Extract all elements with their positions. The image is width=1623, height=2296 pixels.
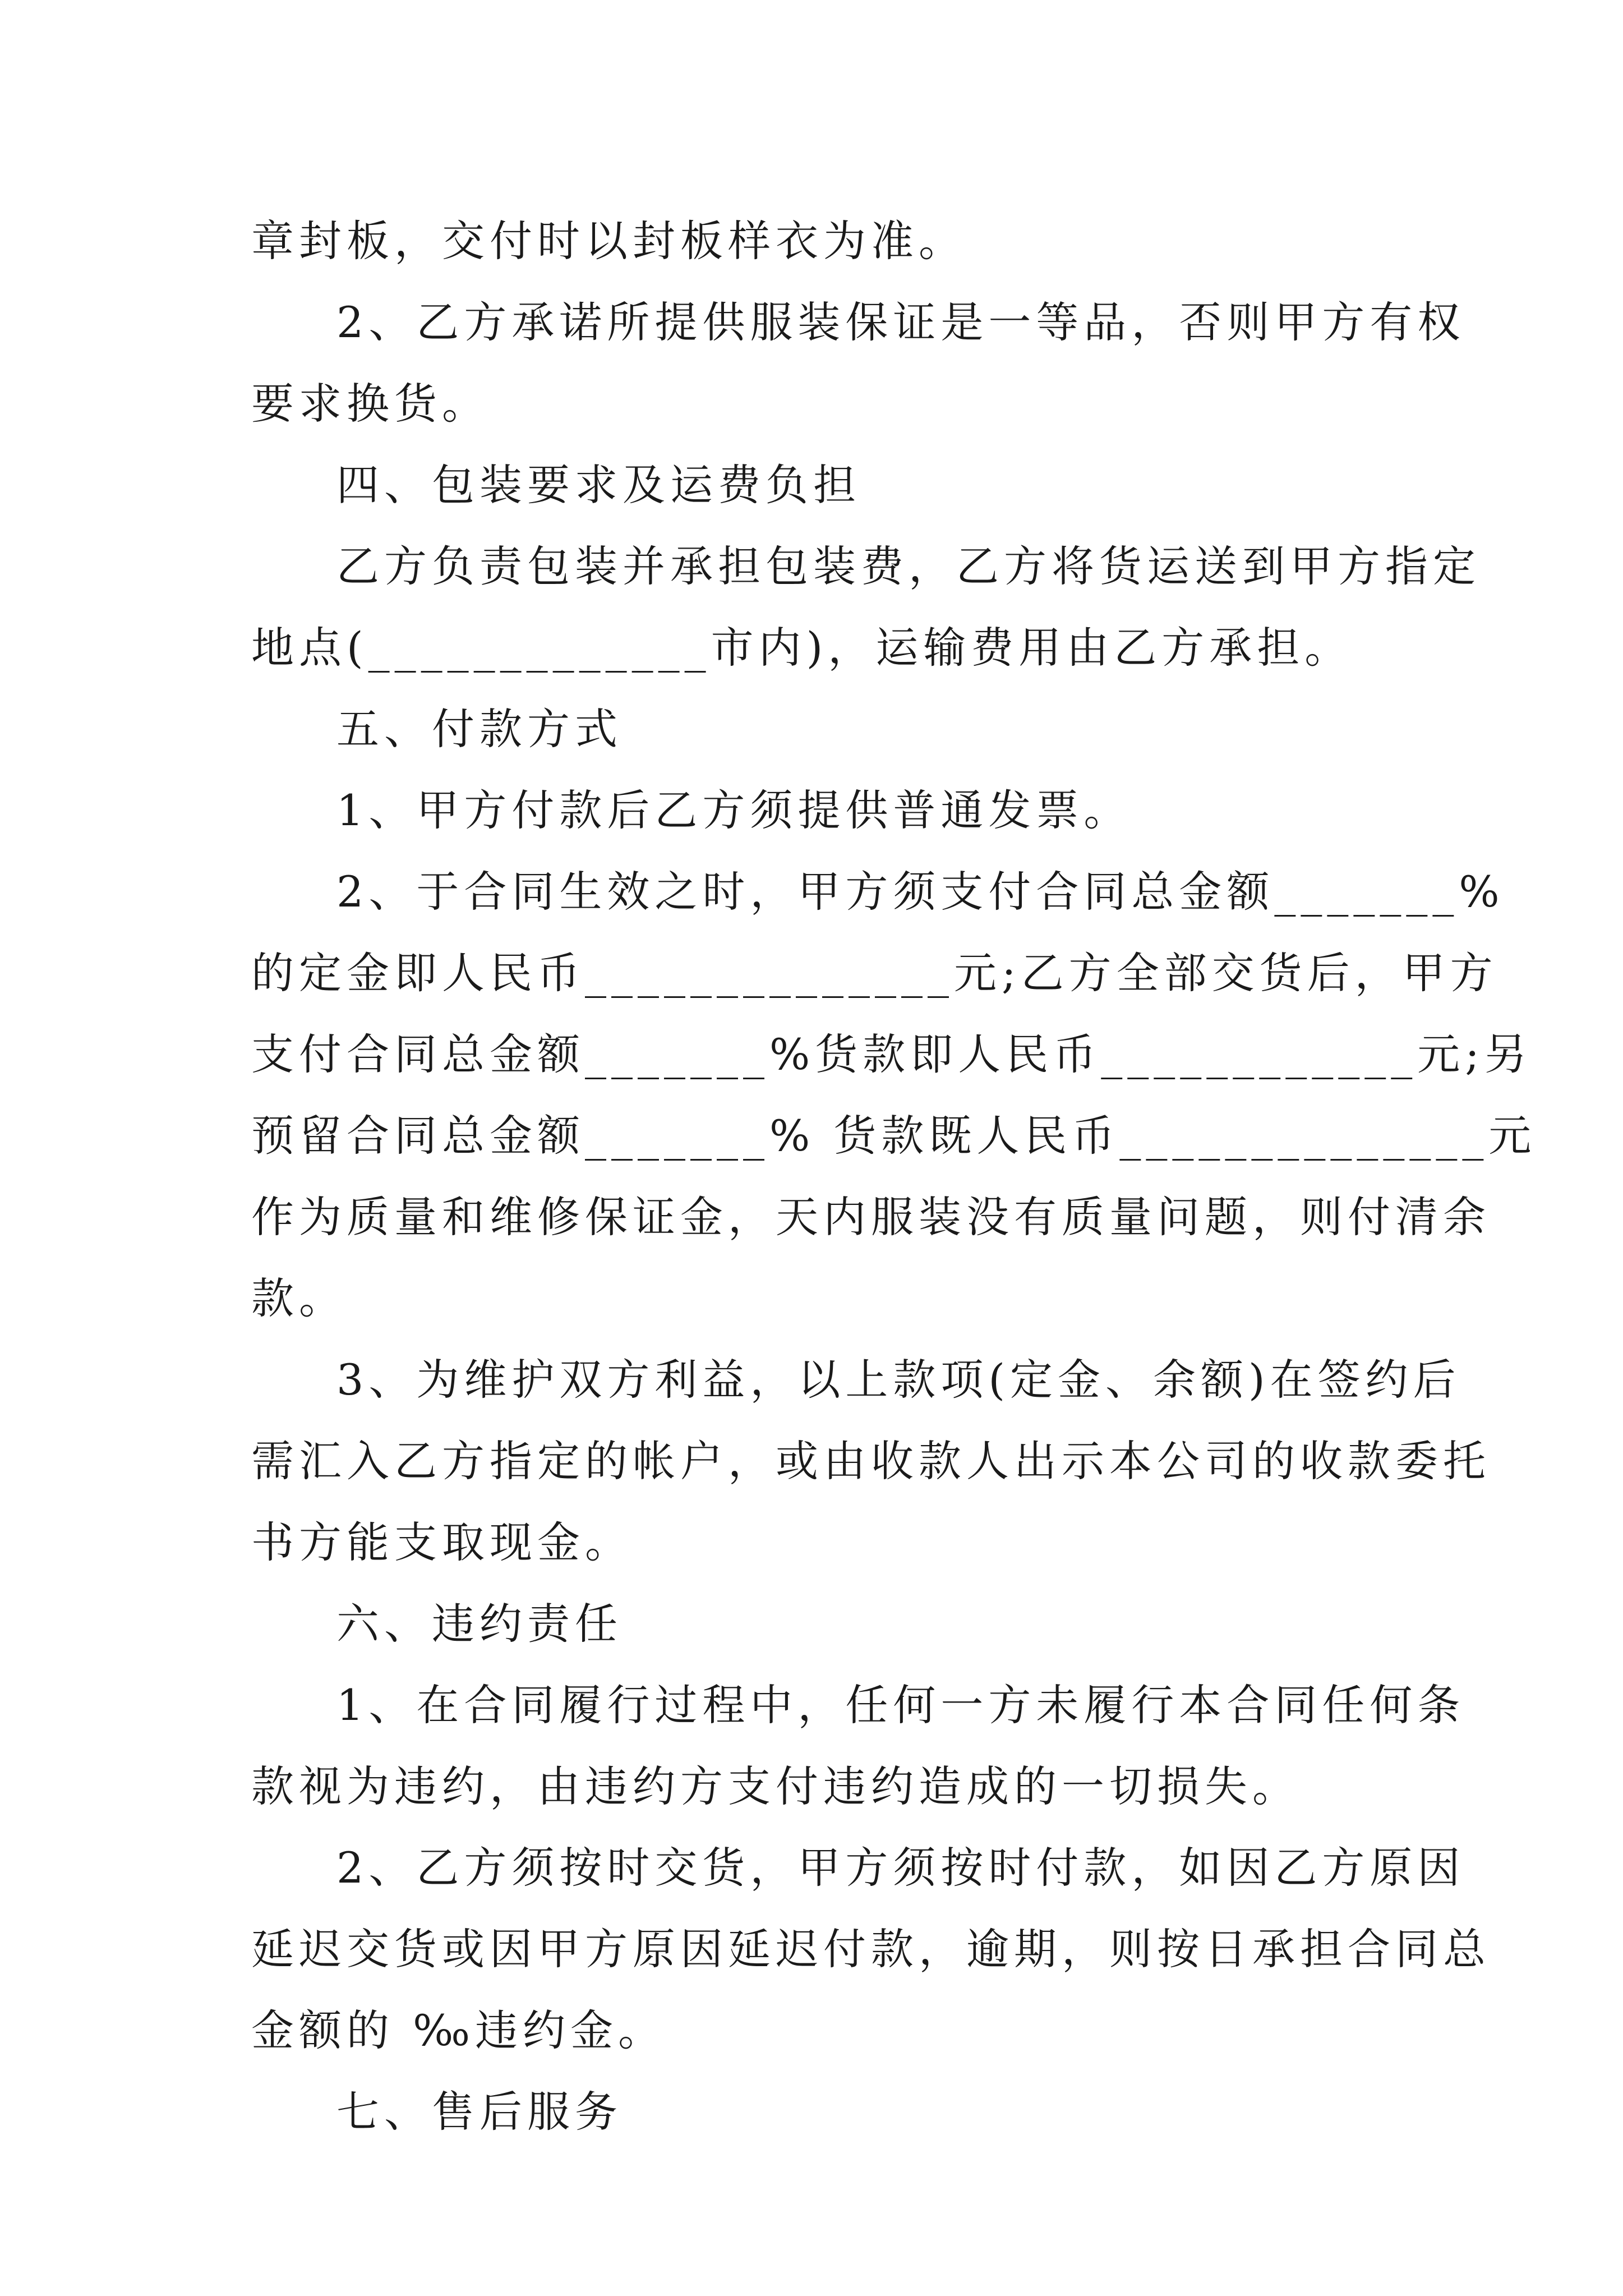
text-line: 延迟交货或因甲方原因延迟付款，逾期，则按日承担合同总 (251, 1924, 1491, 1974)
text-line: 款视为违约，由违约方支付违约造成的一切损失。 (251, 1761, 1300, 1811)
text-line: 预留合同总金额_______% 货款既人民币______________元 (251, 1111, 1537, 1161)
text-line: 1、甲方付款后乙方须提供普通发票。 (336, 785, 1132, 835)
text-line: 的定金即人民币______________元;乙方全部交货后，甲方 (251, 948, 1498, 998)
section-heading: 六、违约责任 (336, 1599, 623, 1649)
section-heading: 七、售后服务 (336, 2087, 623, 2137)
text-line: 2、于合同生效之时，甲方须支付合同总金额_______% (336, 867, 1505, 917)
text-line: 作为质量和维修保证金，天内服装没有质量问题，则付清余 (251, 1192, 1491, 1242)
text-line: 金额的 ‰违约金。 (251, 2005, 666, 2055)
text-line: 需汇入乙方指定的帐户，或由收款人出示本公司的收款委托 (251, 1436, 1491, 1486)
text-line: 支付合同总金额_______%货款即人民币____________元;另 (251, 1029, 1532, 1079)
section-heading: 四、包装要求及运费负担 (336, 460, 861, 510)
text-line: 要求换货。 (251, 379, 490, 429)
text-line: 章封板，交付时以封板样衣为准。 (251, 216, 966, 266)
text-line: 乙方负责包装并承担包装费，乙方将货运送到甲方指定 (336, 541, 1481, 591)
text-line: 地点(_____________市内)，运输费用由乙方承担。 (251, 623, 1353, 673)
text-line: 1、在合同履行过程中，任何一方未履行本合同任何条 (336, 1680, 1465, 1730)
text-line: 2、乙方承诺所提供服装保证是一等品，否则甲方有权 (336, 297, 1465, 347)
text-line: 2、乙方须按时交货，甲方须按时付款，如因乙方原因 (336, 1843, 1465, 1893)
text-line: 款。 (251, 1273, 347, 1323)
text-line: 书方能支取现金。 (251, 1517, 633, 1567)
section-heading: 五、付款方式 (336, 704, 623, 754)
text-line: 3、为维护双方利益，以上款项(定金、余额)在签约后 (336, 1355, 1461, 1405)
